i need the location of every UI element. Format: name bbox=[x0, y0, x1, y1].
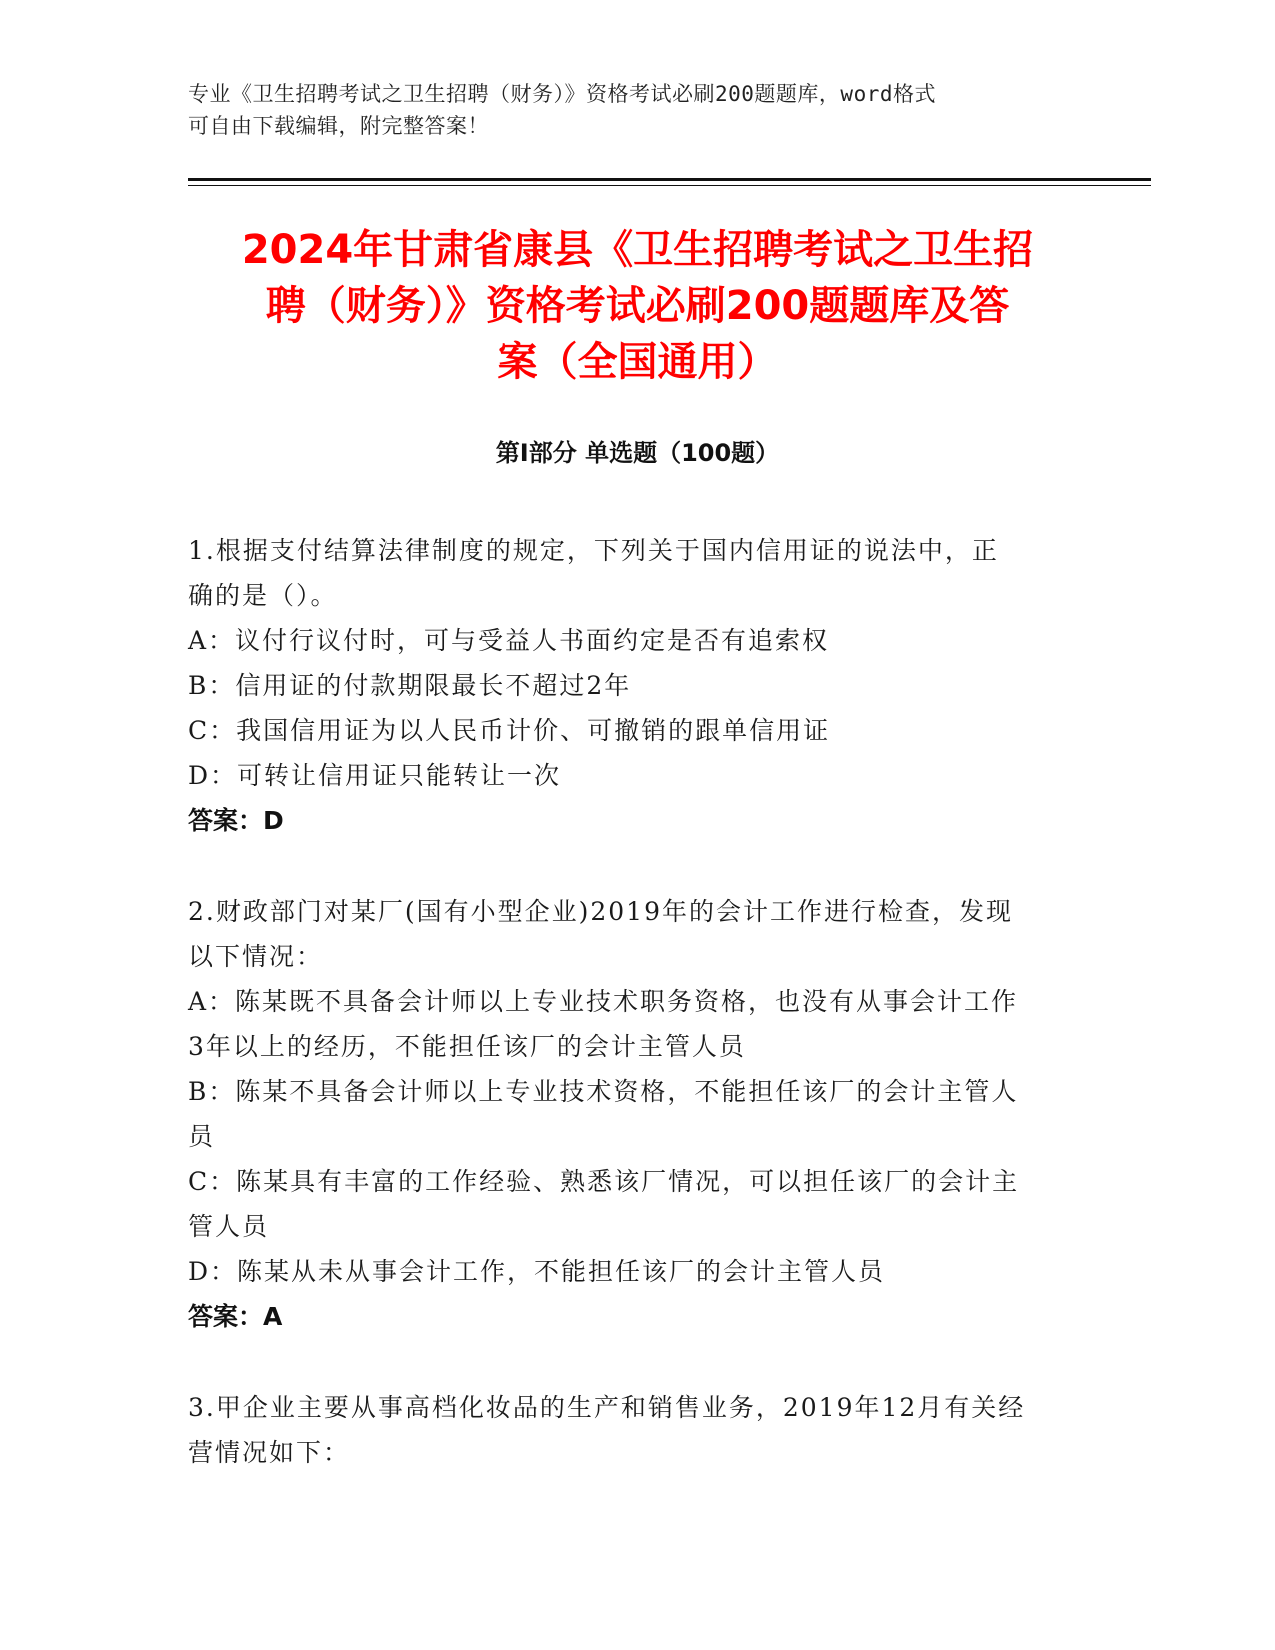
title-line: 聘（财务）》资格考试必刷200题题库及答 bbox=[265, 283, 1010, 329]
title-line: 2024年甘肃省康县《卫生招聘考试之卫生招 bbox=[241, 227, 1034, 273]
answer-label: 答案：A bbox=[188, 1302, 283, 1331]
title-line: 案（全国通用） bbox=[497, 339, 778, 385]
option-d: D：可转让信用证只能转让一次 bbox=[188, 761, 562, 790]
header-divider-thin bbox=[188, 185, 1151, 186]
question-item bbox=[188, 528, 1068, 843]
option-b-continued: 员 bbox=[188, 1122, 216, 1151]
header-divider bbox=[188, 178, 1151, 181]
question-item bbox=[188, 889, 1068, 1339]
option-c: C：我国信用证为以人民币计价、可撤销的跟单信用证 bbox=[188, 716, 831, 745]
header-note-line: 专业《卫生招聘考试之卫生招聘（财务）》资格考试必刷200题题库，word格式 bbox=[188, 82, 936, 106]
question-item bbox=[188, 1385, 1068, 1475]
answer-label: 答案：D bbox=[188, 806, 284, 835]
option-a: A：议付行议付时，可与受益人书面约定是否有追索权 bbox=[188, 626, 830, 655]
question-stem: 以下情况： bbox=[188, 942, 324, 971]
option-a: A：陈某既不具备会计师以上专业技术职务资格，也没有从事会计工作 bbox=[188, 987, 1019, 1016]
question-stem: 营情况如下： bbox=[188, 1438, 351, 1467]
option-b: B：信用证的付款期限最长不超过2年 bbox=[188, 671, 632, 700]
question-list bbox=[188, 528, 1068, 1521]
header-note bbox=[188, 78, 1068, 142]
option-c-continued: 管人员 bbox=[188, 1212, 270, 1241]
question-stem: 2.财政部门对某厂(国有小型企业)2019年的会计工作进行检查，发现 bbox=[188, 897, 1013, 926]
header-note-line: 可自由下载编辑，附完整答案！ bbox=[188, 114, 489, 138]
question-stem: 3.甲企业主要从事高档化妆品的生产和销售业务，2019年12月有关经 bbox=[188, 1393, 1026, 1422]
option-b: B：陈某不具备会计师以上专业技术资格，不能担任该厂的会计主管人 bbox=[188, 1077, 1019, 1106]
question-stem: 1.根据支付结算法律制度的规定，下列关于国内信用证的说法中，正 bbox=[188, 536, 999, 565]
section-heading: 第I部分 单选题（100题） bbox=[495, 439, 780, 467]
option-a-continued: 3年以上的经历，不能担任该厂的会计主管人员 bbox=[188, 1032, 746, 1061]
option-c: C：陈某具有丰富的工作经验、熟悉该厂情况，可以担任该厂的会计主 bbox=[188, 1167, 1020, 1196]
option-d: D：陈某从未从事会计工作，不能担任该厂的会计主管人员 bbox=[188, 1257, 886, 1286]
question-stem: 确的是（）。 bbox=[188, 581, 338, 610]
document-title bbox=[150, 222, 1125, 390]
